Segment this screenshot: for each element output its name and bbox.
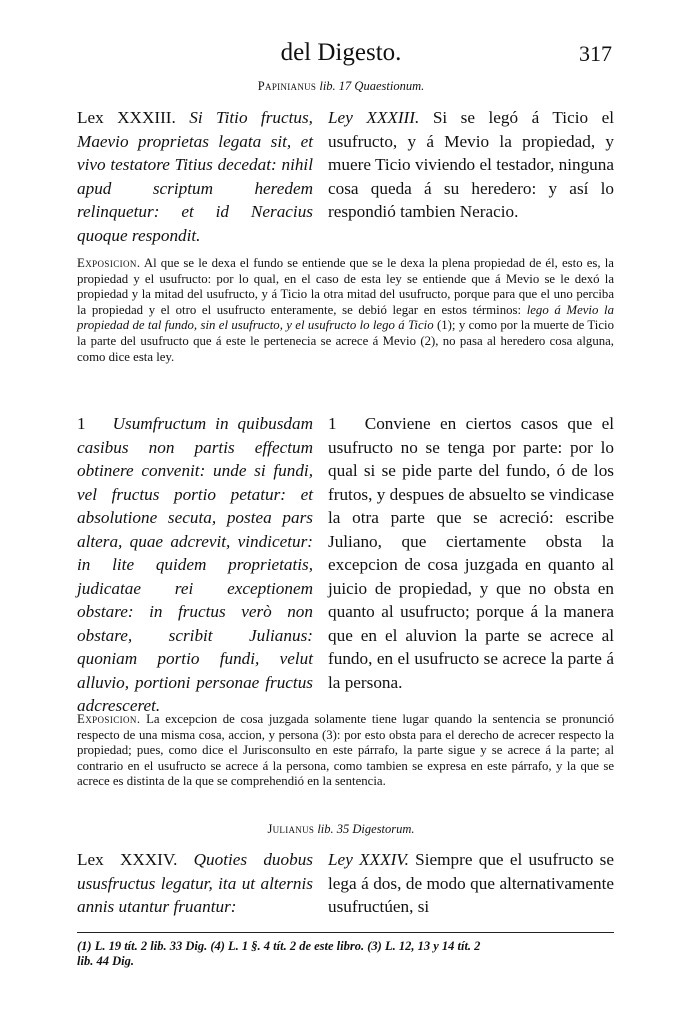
exposicion-1-text-a: Al que se le dexa el fundo se entiende que se le dexa la plena propiedad de él, esto es, la propiedad y el usufructo: por lo qual, en el caso de esta ley se entiende que á Mevio se le dexó la propiedad y la mitad del usufructo, y á Ticio la otra mitad del usufructo, porque para que el uno perciba la propiedad y el otro el usufructo enteramente, se debió legar en estos términos: <box>77 256 614 317</box>
lex-34-spanish-heading: Ley XXXIV. <box>328 850 409 869</box>
lex-33-spanish-text: Si se legó á Ticio el usufructo, y á Mevio la propiedad, y muere Ticio viviendo el testador, ninguna cosa queda á su heredero: y así lo respondió tambien Neracio. <box>328 108 614 221</box>
exposicion-1-label: Exposicion. <box>77 256 141 270</box>
footnote-line-2: lib. 44 Dig. <box>77 954 134 968</box>
lex-33-spanish <box>328 106 614 224</box>
para-1-latin-text: Usumfructum in quibusdam casibus non partis effectum obtinere convenit: unde si fundi, vel fructus portio petatur: et absolutione secuta, postea pars altera, quae adcrevit, vindicetur: in lite quidem proprietatis, judicatae rei exceptionem obstare: in fructus verò non obstare, scribit Julianus: quoniam portio fundi, velut alluvio, portioni personae fructus adcresceret. <box>77 414 313 715</box>
para-1-spanish-number: 1 <box>328 414 337 433</box>
source-author: Papinianus <box>257 79 317 93</box>
page-number: 317 <box>579 41 612 66</box>
lex-34-spanish <box>328 848 614 919</box>
lex-33-latin-heading: Lex XXXIII. <box>77 108 176 127</box>
para-1-spanish-text: Conviene en ciertos casos que el usufructo no se tenga por parte: por lo qual si se pide parte del fundo, ó de los frutos, y despues de absuelto se vindicase la otra parte que se acreció: escribe Juliano, que ciertamente obsta la excepcion de cosa juzgada en quanto al juicio de propiedad, y que no obsta en quanto al usufructo; porque á la manera que en el aluvion la parte se acrece al fundo, en el usufructo se acrece la parte á la persona. <box>328 414 615 692</box>
lex-33-latin-text: Si Titio fructus, Maevio proprietas legata sit, et vivo testatore Titius decedat: nihil apud scriptum heredem relinquetur: et id Neracius quoque respondit. <box>77 108 313 245</box>
exposicion-2 <box>77 712 614 790</box>
source-work: lib. 17 Quaestionum. <box>319 79 425 93</box>
para-1-latin-number: 1 <box>77 414 86 433</box>
lex-33-latin <box>77 106 313 247</box>
para-1-latin <box>77 412 313 718</box>
exposicion-1 <box>77 256 614 365</box>
source-work-2: lib. 35 Digestorum. <box>317 822 415 836</box>
exposicion-2-text: La excepcion de cosa juzgada solamente tiene lugar quando la sentencia se pronunció respecto de una misma cosa, accion, y persona (3): por esto obsta para el derecho de acrecer respecto la propiedad; pues, como dice el Jurisconsulto en este párrafo, la parte sigue y se acrece á la parte; al contrario en el usufructo se acrece á la persona, como tambien se expresa en este párrafo, y la que se acrece es distinta de la que se comprehendió en la sentencia. <box>77 712 614 789</box>
lex-33-spanish-heading: Ley XXXIII. <box>328 108 420 127</box>
para-1-spanish <box>328 412 614 694</box>
source-line-papinianus <box>0 79 682 94</box>
lex-34-latin-text: Quoties duobus ususfructus legatur, ita ut alternis annis utantur fruantur: <box>77 850 313 916</box>
source-author-2: Julianus <box>267 822 315 836</box>
lex-34-latin-heading: Lex XXXIV. <box>77 850 178 869</box>
footnotes <box>77 939 614 969</box>
exposicion-1-text-b: (1); y como por la muerte de Ticio la parte del usufructo que á este le pertenecia se acrece á Mevio (2), no pasa al heredero cosa alguna, como dice esta ley. <box>77 318 614 364</box>
source-line-julianus <box>0 822 682 837</box>
footnote-line-1: (1) L. 19 tít. 2 lib. 33 Dig. (4) L. 1 §. 4 tít. 2 de este libro. (3) L. 12, 13 y 14 tít. 2 <box>77 939 481 953</box>
lex-34-spanish-text: Siempre que el usufructo se lega á dos, de modo que alternativamente usufructúen, si <box>328 850 614 916</box>
running-title: del Digesto. <box>280 39 402 66</box>
exposicion-1-quote: lego á Mevio la propiedad de tal fundo, sin el usufructo, y el usufructo lo lego á Ticio <box>77 302 614 333</box>
footnote-rule <box>77 932 614 933</box>
exposicion-2-label: Exposicion. <box>77 712 141 726</box>
lex-34-latin <box>77 848 313 919</box>
